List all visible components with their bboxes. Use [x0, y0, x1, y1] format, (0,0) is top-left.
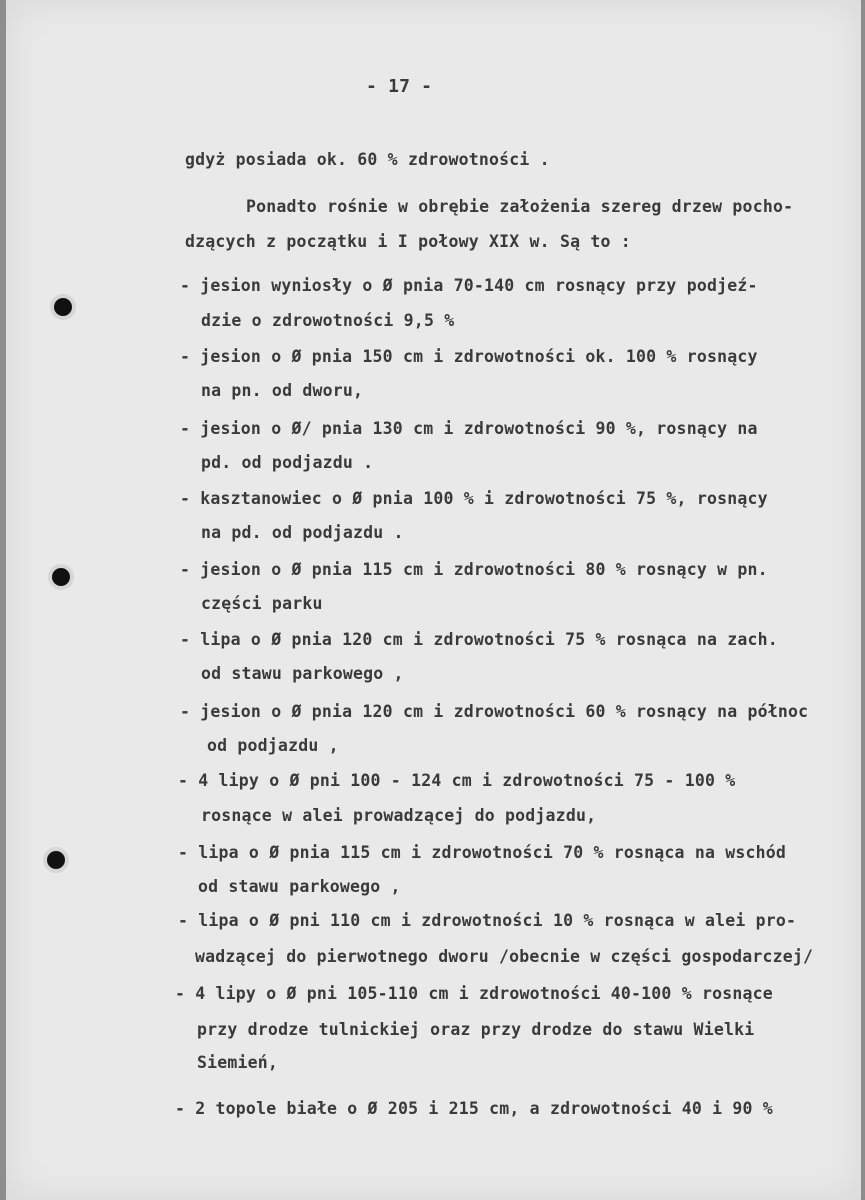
text-line: wadzącej do pierwotnego dworu /obecnie w części gospodarczej/ [195, 947, 814, 966]
punch-hole [52, 568, 70, 586]
list-item: - 2 topole białe o Ø 205 i 215 cm, a zdrowotności 40 i 90 % [175, 1099, 773, 1118]
list-item: - lipa o Ø pnia 115 cm i zdrowotności 70 % rosnąca na wschód [178, 843, 787, 862]
list-item: - jesion wyniosły o Ø pnia 70-140 cm rosnący przy podjeź- [180, 276, 758, 295]
list-item: - kasztanowiec o Ø pnia 100 % i zdrowotności 75 %, rosnący [180, 489, 768, 508]
text-line: pd. od podjazdu . [201, 453, 374, 472]
text-line: na pd. od podjazdu . [201, 523, 404, 542]
list-item: - 4 lipy o Ø pni 100 - 124 cm i zdrowotności 75 - 100 % [178, 771, 736, 790]
punch-hole [47, 851, 65, 869]
text-line: gdyż posiada ok. 60 % zdrowotności . [185, 150, 550, 169]
text-line: Ponadto rośnie w obrębie założenia szereg drzew pocho- [246, 197, 794, 216]
page-number: - 17 - [366, 76, 433, 97]
text-line: części parku [201, 594, 323, 613]
text-line: dzie o zdrowotności 9,5 % [201, 311, 455, 330]
text-line: od stawu parkowego , [198, 877, 401, 896]
text-line: dzących z początku i I połowy XIX w. Są to : [185, 232, 631, 251]
list-item: - jesion o Ø/ pnia 130 cm i zdrowotności 90 %, rosnący na [180, 419, 758, 438]
text-line: na pn. od dworu, [201, 381, 364, 400]
list-item: - jesion o Ø pnia 120 cm i zdrowotności 60 % rosnący na północ [180, 702, 809, 721]
punch-hole [54, 298, 72, 316]
list-item: - 4 lipy o Ø pni 105-110 cm i zdrowotności 40-100 % rosnące [175, 984, 773, 1003]
text-line: Siemień, [197, 1053, 279, 1072]
text-line: przy drodze tulnickiej oraz przy drodze do stawu Wielki [197, 1020, 755, 1039]
list-item: - jesion o Ø pnia 115 cm i zdrowotności 80 % rosnący w pn. [180, 560, 768, 579]
list-item: - jesion o Ø pnia 150 cm i zdrowotności ok. 100 % rosnący [180, 347, 758, 366]
list-item: - lipa o Ø pnia 120 cm i zdrowotności 75 % rosnąca na zach. [180, 630, 778, 649]
text-line: od stawu parkowego , [201, 664, 404, 683]
list-item: - lipa o Ø pni 110 cm i zdrowotności 10 % rosnąca w alei pro- [178, 911, 797, 930]
text-line: rosnące w alei prowadzącej do podjazdu, [201, 806, 597, 825]
text-line: od podjazdu , [207, 736, 339, 755]
